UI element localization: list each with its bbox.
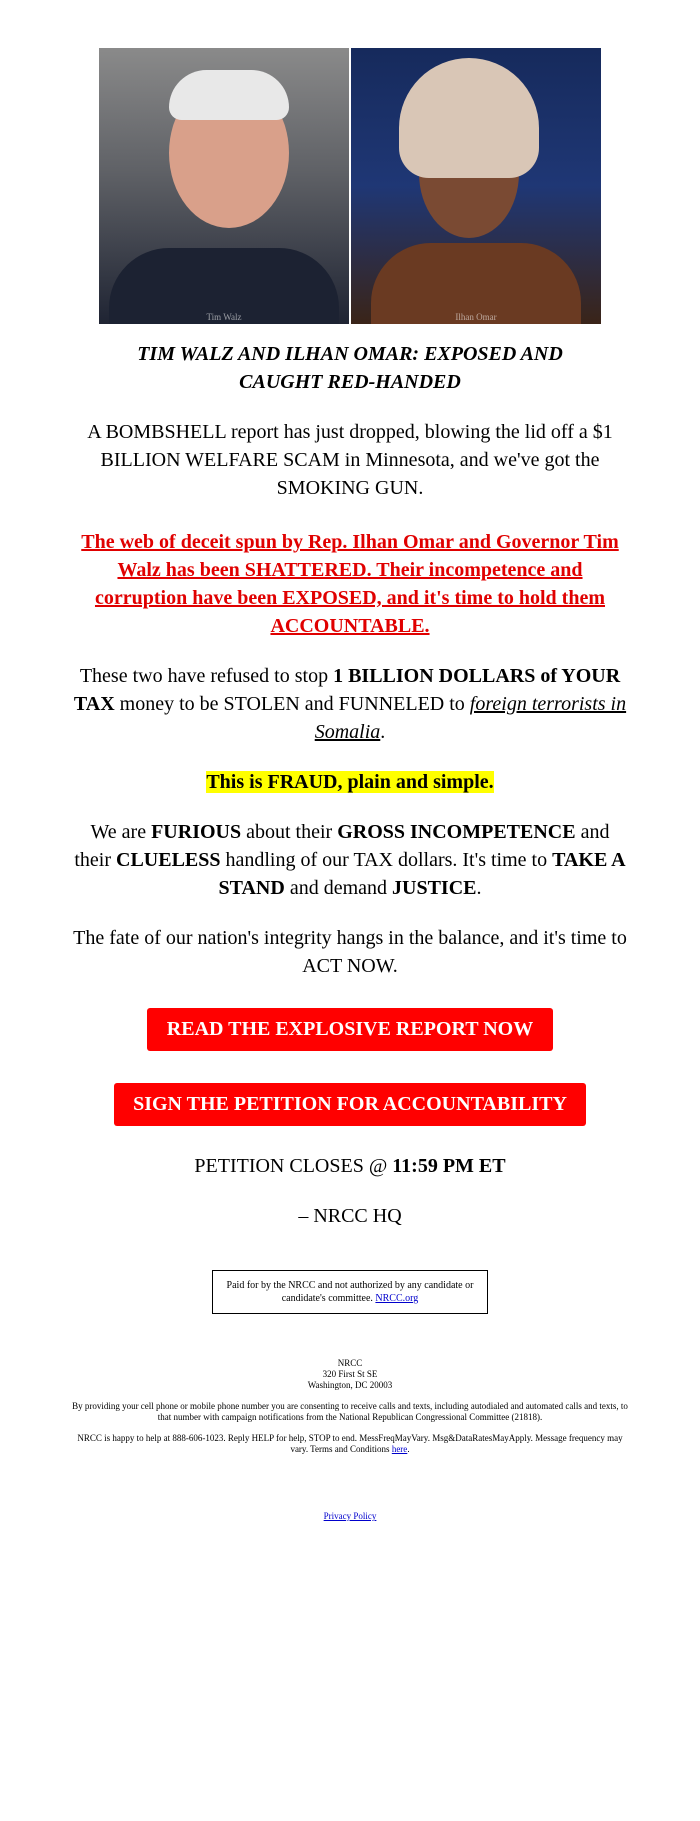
tax-paragraph: These two have refused to stop 1 BILLION DOLLARS of YOUR TAX money to be STOLEN and FUNNELED to foreign terrorists in Somalia. bbox=[73, 665, 627, 743]
nrcc-link[interactable]: NRCC.org bbox=[375, 1293, 419, 1304]
fraud-highlight: This is FRAUD, plain and simple. bbox=[206, 771, 494, 793]
photo-label: Tim Walz bbox=[206, 312, 242, 322]
furious-paragraph: We are FURIOUS about their GROSS INCOMPETENCE and their CLUELESS handling of our TAX dollars. It's time to TAKE A STAND and demand JUSTICE. bbox=[74, 821, 626, 899]
photo-ilhan-omar bbox=[351, 48, 601, 324]
consent-text: By providing your cell phone or mobile phone number you are consenting to receive calls and texts, including autodialed and automated calls and texts, to that number with campaign notifications from the National Republican Congressional Committee (21818). bbox=[72, 1401, 628, 1422]
act-now-paragraph: The fate of our nation's integrity hangs in the balance, and it's time to ACT NOW. bbox=[73, 927, 627, 977]
signoff: – NRCC HQ bbox=[298, 1205, 402, 1227]
intro-paragraph: A BOMBSHELL report has just dropped, blowing the lid off a $1 BILLION WELFARE SCAM in Minnesota, and we've got the SMOKING GUN. bbox=[87, 421, 613, 499]
privacy-policy-link[interactable]: Privacy Policy bbox=[323, 1511, 377, 1521]
paid-for-disclaimer: Paid for by the NRCC and not authorized by any candidate or candidate's committee. NRCC.org bbox=[212, 1270, 488, 1314]
sign-petition-button[interactable]: SIGN THE PETITION FOR ACCOUNTABILITY bbox=[114, 1083, 586, 1126]
read-report-button[interactable]: READ THE EXPLOSIVE REPORT NOW bbox=[147, 1008, 553, 1051]
address: NRCC 320 First St SE Washington, DC 20003 bbox=[307, 1358, 393, 1390]
red-callout: The web of deceit spun by Rep. Ilhan Omar and Governor Tim Walz has been SHATTERED. Their incompetence and corruption have been EXPOSED, and it's time to hold them ACCOUNTABLE. bbox=[81, 531, 619, 637]
help-text: NRCC is happy to help at 888-606-1023. Reply HELP for help, STOP to end. MessFreqMayVary. Msg&DataRatesMayApply. Message frequency may vary. Terms and Conditions here. bbox=[77, 1433, 623, 1454]
terms-link[interactable]: here bbox=[391, 1444, 408, 1454]
headline: TIM WALZ AND ILHAN OMAR: EXPOSED AND CAUGHT RED-HANDED bbox=[137, 343, 563, 393]
photo-label: Ilhan Omar bbox=[455, 312, 497, 322]
header-photos bbox=[99, 48, 601, 324]
email-body bbox=[70, 0, 630, 1522]
petition-deadline: PETITION CLOSES @ 11:59 PM ET bbox=[194, 1155, 506, 1177]
photo-tim-walz bbox=[99, 48, 349, 324]
